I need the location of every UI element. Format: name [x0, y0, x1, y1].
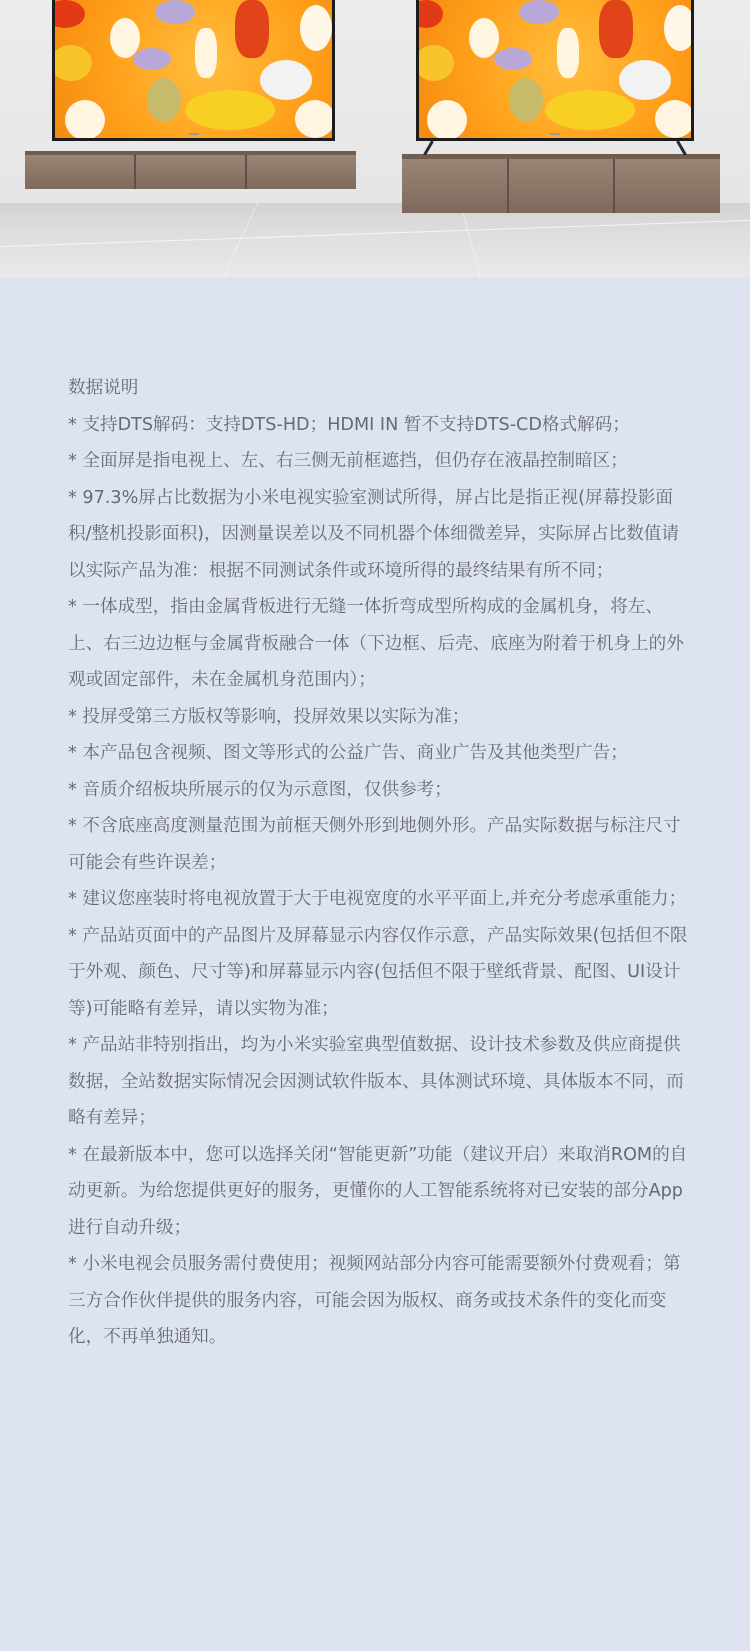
- note-item: * 产品站非特别指出，均为小米实验室典型值数据、设计技术参数及供应商提供数据，全站数据实际情况会因测试软件版本、具体测试环境、具体版本不同，而略有差异；: [68, 1035, 684, 1128]
- note-item: * 本产品包含视频、图文等形式的公益广告、商业广告及其他类型广告；: [68, 743, 628, 763]
- tv-left: [52, 0, 335, 141]
- note-item: * 投屏受第三方版权等影响，投屏效果以实际为准；: [68, 706, 470, 727]
- tv-right: [416, 0, 694, 141]
- note-item: * 建议您座装时将电视放置于大于电视宽度的水平平面上,并充分考虑承重能力；: [68, 889, 687, 909]
- product-hero-image: [0, 0, 750, 277]
- note-item: * 音质介绍板块所展示的仅为示意图，仅供参考；: [68, 779, 452, 800]
- note-item: * 产品站页面中的产品图片及屏幕显示内容仅作示意，产品实际效果(包括但不限于外观、颜色、尺寸等)和屏幕显示内容(包括但不限于壁纸背景、配图、UI设计等)可能略有差异，请以实物为准；: [68, 925, 688, 1019]
- note-item: * 在最新版本中，您可以选择关闭“智能更新”功能（建议开启）来取消ROM的自动更新。为给您提供更好的服务，更懂你的人工智能系统将对已安装的部分App进行自动升级；: [68, 1144, 688, 1238]
- note-item: * 支持DTS解码：支持DTS-HD；HDMI IN 暂不支持DTS-CD格式解码；: [68, 414, 630, 435]
- floor: [0, 203, 750, 277]
- tv-left-screen: [55, 0, 332, 138]
- note-item: * 97.3%屏占比数据为小米电视实验室测试所得，屏占比是指正视(屏幕投影面积/整机投影面积)，因测量误差以及不同机器个体细微差异，实际屏占比数值请以实际产品为准：根据不同测试条件或环境所得的最终结果有所不同；: [68, 487, 679, 581]
- note-item: * 全面屏是指电视上、左、右三侧无前框遮挡，但仍存在液晶控制暗区；: [68, 451, 628, 471]
- note-item: * 不含底座高度测量范围为前框天侧外形到地侧外形。产品实际数据与标注尺寸可能会有些许误差；: [68, 816, 681, 873]
- note-item: * 小米电视会员服务需付费使用；视频网站部分内容可能需要额外付费观看；第三方合作伙伴提供的服务内容，可能会因为版权、商务或技术条件的变化而变化，不再单独通知。: [68, 1254, 681, 1347]
- note-item: * 一体成型，指由金属背板进行无缝一体折弯成型所构成的金属机身，将左、上、右三边边框与金属背板融合一体（下边框、后壳、底座为附着于机身上的外观或固定部件，未在金属机身范围内）；: [68, 597, 684, 690]
- data-notes: [68, 370, 688, 1356]
- notes-title: 数据说明: [68, 378, 139, 398]
- tv-cabinet-right: [402, 158, 720, 213]
- tv-cabinet-left: [25, 154, 356, 189]
- tv-right-screen: [419, 0, 691, 138]
